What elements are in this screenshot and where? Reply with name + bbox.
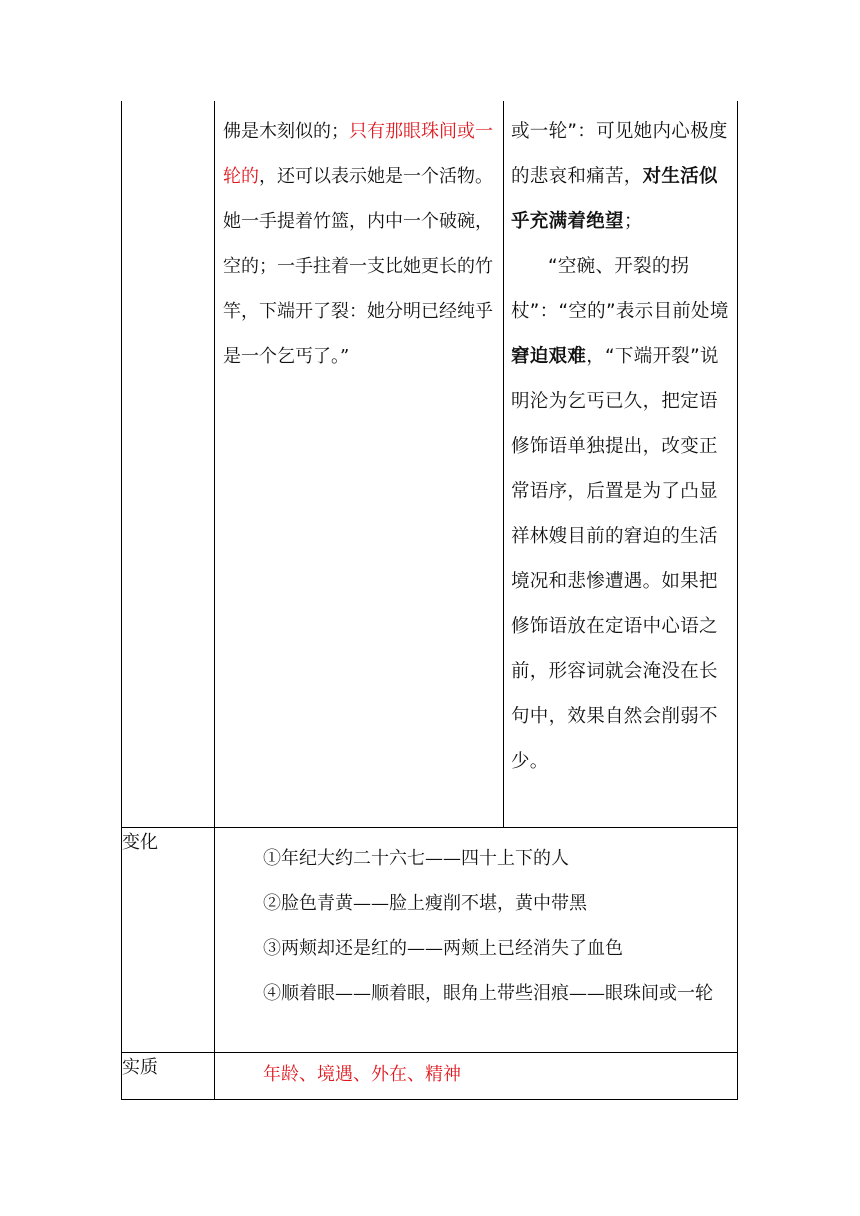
commentary-text — [504, 101, 737, 784]
empty-label-cell — [122, 101, 215, 827]
commentary-part: 或一轮”：可见她内心极度的悲哀和痛苦， — [511, 121, 728, 187]
table-row-essence — [122, 1052, 738, 1099]
quote-text-part: ，还可以表示她是一个活物。她一手提着竹篮，内中一个破碗，空的；一手拄着一支比她更长的竹竿，下端开了裂：她分明已经纯乎是一个乞丐了。” — [223, 166, 493, 367]
commentary-cell — [504, 101, 738, 827]
analysis-table — [121, 101, 738, 1100]
essence-content-cell — [215, 1052, 738, 1099]
essence-text: 年龄、境遇、外在、精神 — [263, 1063, 461, 1085]
commentary-para-1 — [511, 121, 728, 232]
commentary-para-2 — [511, 244, 731, 784]
commentary-bold: 窘迫艰难 — [511, 346, 587, 367]
essence-label: 实质 — [122, 1052, 215, 1099]
quote-highlight: 只有那眼珠间或一轮的 — [223, 121, 493, 187]
quote-text — [215, 101, 503, 379]
quote-cell — [215, 101, 504, 827]
quote-text-part: 佛是木刻似的； — [223, 121, 349, 142]
change-line: ②脸色青黄——脸上瘦削不堪，黄中带黑 — [263, 892, 587, 914]
commentary-part: ，“下端开裂”说明沦为乞丐已久，把定语修饰语单独提出，改变正常语序，后置是为了凸显祥林嫂目前的窘迫的生活境况和悲惨遭遇。如果把修饰语放在定语中心语之前，形容词就会淹没在长句中，效果自然会削弱不少。 — [511, 346, 719, 772]
change-line: ④顺着眼——顺着眼，眼角上带些泪痕——眼珠间或一轮 — [263, 982, 713, 1004]
commentary-part: ； — [623, 211, 643, 232]
change-line: ①年纪大约二十六七——四十上下的人 — [263, 847, 569, 869]
change-line: ③两颊却还是红的——两颊上已经消失了血色 — [263, 937, 623, 959]
change-content-cell — [215, 827, 738, 1052]
change-lines — [215, 828, 737, 1022]
change-label: 变化 — [122, 827, 215, 1052]
commentary-part: “空碗、开裂的拐杖”：“空的”表示目前处境 — [511, 256, 729, 322]
table-row-change — [122, 827, 738, 1052]
commentary-bold: 对生活似乎充满着绝望 — [511, 166, 718, 232]
table-row-text-analysis — [122, 101, 738, 827]
